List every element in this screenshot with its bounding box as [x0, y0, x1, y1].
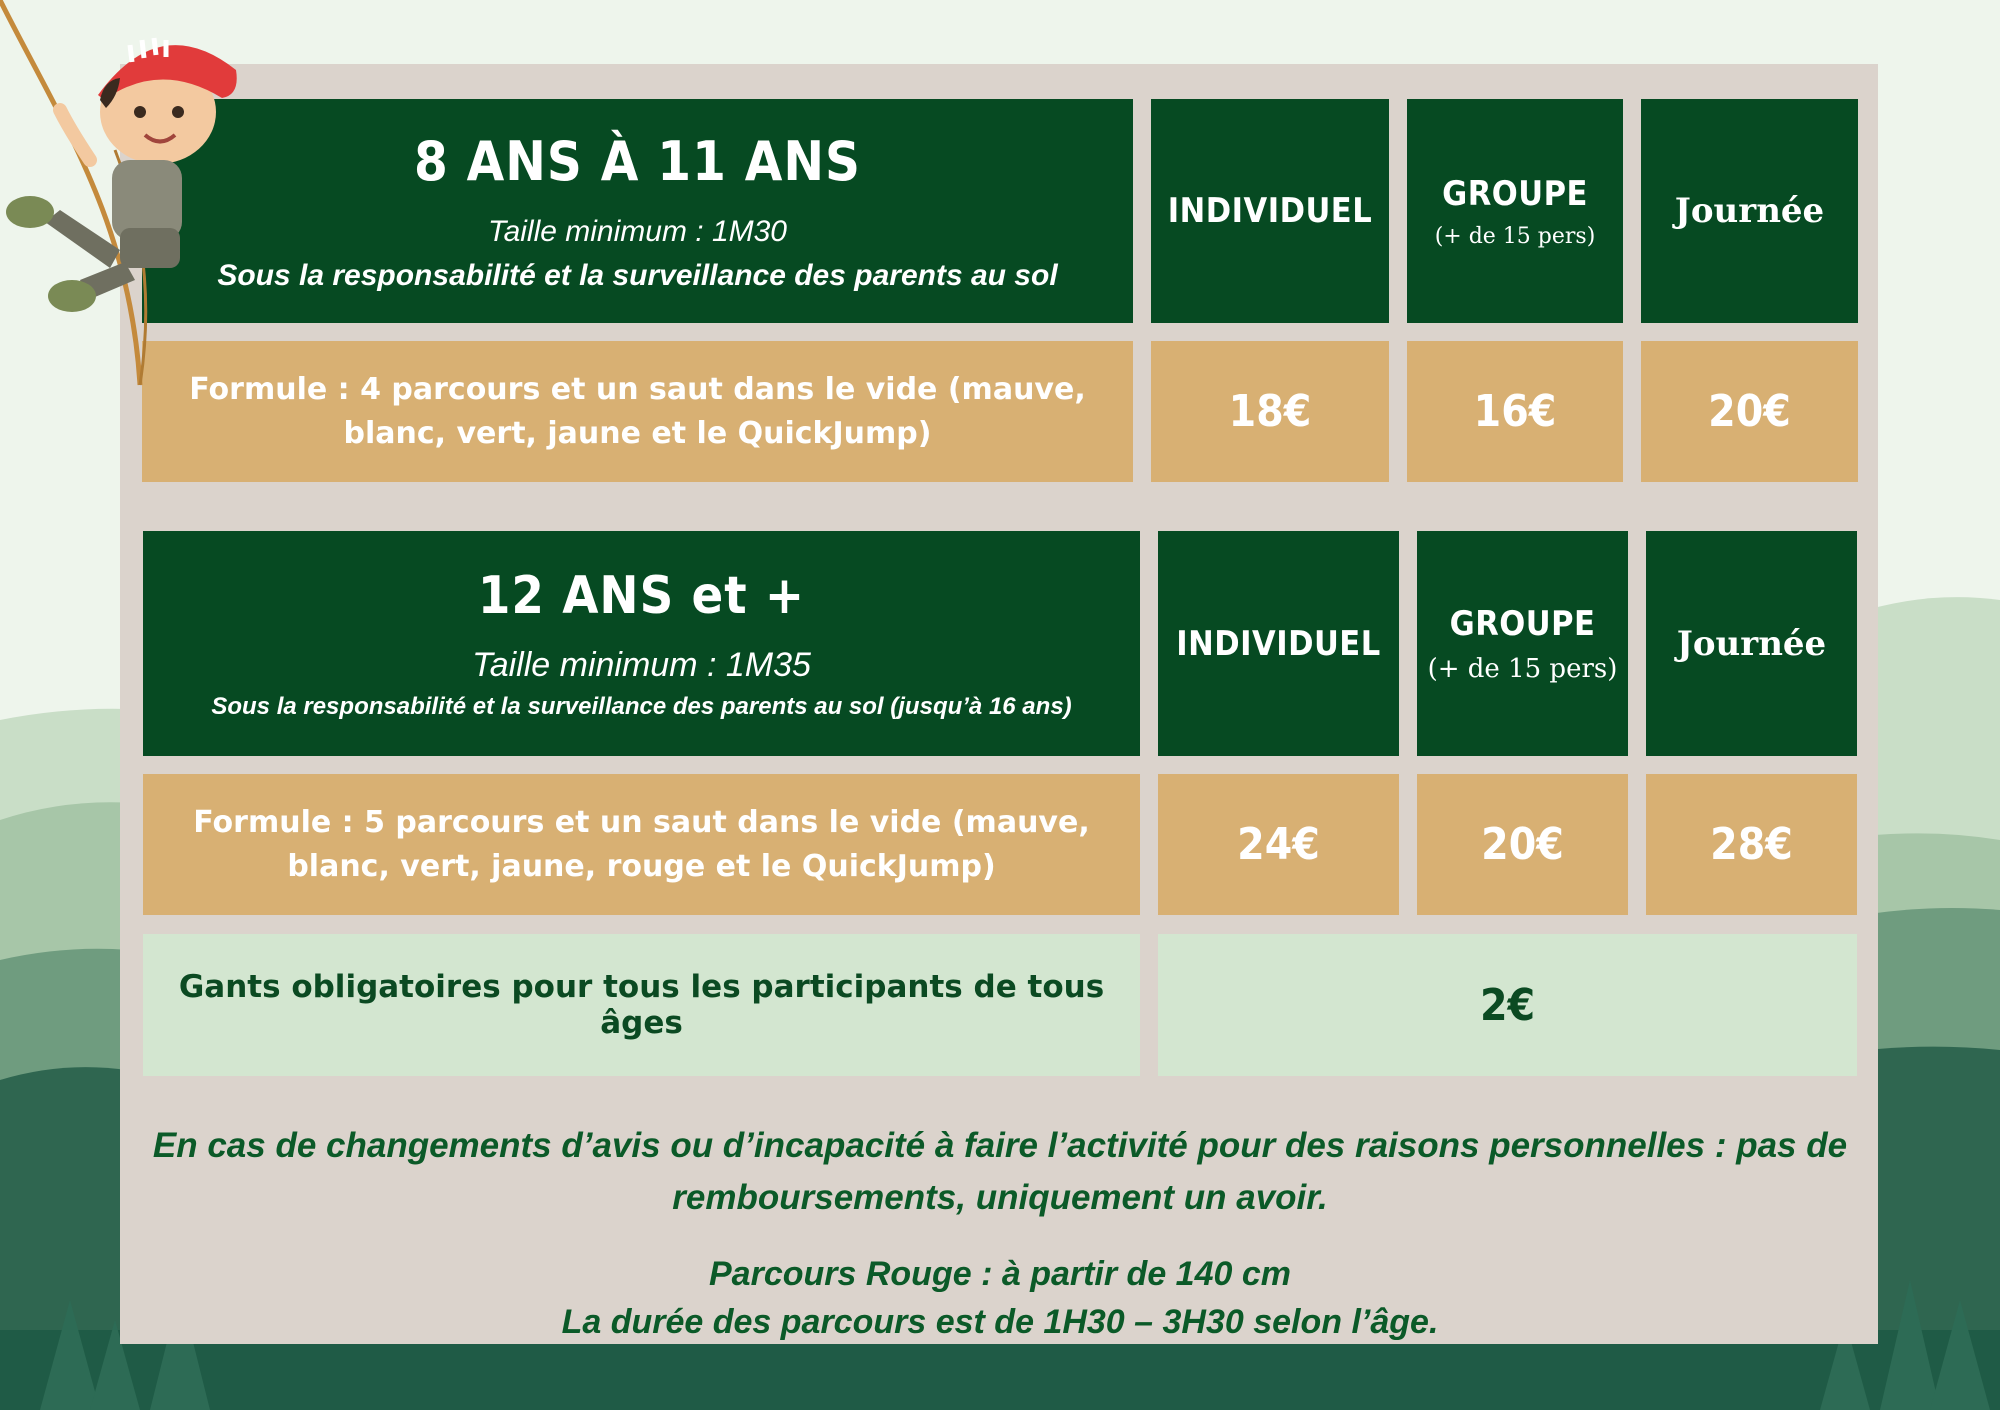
tier1-col-day-label: Journée [1674, 191, 1825, 231]
tier2-col-day [1646, 531, 1857, 756]
tier2-title: 12 ANS et + [477, 566, 806, 626]
tier2-supervision: Sous la responsabilité et la surveillance des parents au sol (jusqu’à 16 ans) [211, 693, 1072, 720]
tier1-col-group [1407, 99, 1623, 323]
tier1-title: 8 ANS À 11 ANS [413, 129, 862, 193]
tier2-col-group-label: GROUPE [1449, 603, 1596, 644]
tier1-col-day [1641, 99, 1858, 323]
tier1-col-individual-label: INDIVIDUEL [1167, 191, 1373, 231]
tier2-price-individual-value: 24€ [1237, 819, 1320, 870]
tier1-header [142, 99, 1133, 323]
tier2-header [143, 531, 1140, 756]
tier1-col-individual [1151, 99, 1389, 323]
duration-note: La durée des parcours est de 1H30 – 3H30 selon l’âge. [561, 1303, 1439, 1341]
tier1-supervision: Sous la responsabilité et la surveillance des parents au sol [217, 258, 1058, 292]
tier1-price-day-value: 20€ [1708, 386, 1791, 437]
climbing-kid-illustration [0, 0, 260, 390]
tier1-price-group-value: 16€ [1473, 386, 1557, 437]
tier2-price-individual [1158, 774, 1399, 915]
tier1-min-height: Taille minimum : 1M30 [488, 214, 787, 248]
tier2-col-individual-label: INDIVIDUEL [1176, 623, 1381, 664]
tier2-col-individual [1158, 531, 1399, 756]
tier1-formula [142, 341, 1133, 482]
tier1-formula-text: Formule : 4 parcours et un saut dans le vide (mauve, blanc, vert, jaune et le QuickJump) [189, 371, 1086, 451]
red-course-note: Parcours Rouge : à partir de 140 cm [709, 1255, 1291, 1293]
gloves-label-cell [143, 934, 1140, 1076]
tier2-price-group [1417, 774, 1628, 915]
tier2-col-day-label: Journée [1676, 623, 1827, 664]
tier1-price-individual [1151, 341, 1389, 482]
tier1-col-group-label: GROUPE [1442, 173, 1588, 214]
tier1-col-group-sub: (+ de 15 pers) [1434, 223, 1596, 249]
tier1-price-day [1641, 341, 1858, 482]
tier1-price-individual-value: 18€ [1228, 386, 1312, 437]
tier2-formula [143, 774, 1140, 915]
gloves-label: Gants obligatoires pour tous les participants de tous âges [178, 969, 1105, 1041]
tier2-price-day-value: 28€ [1710, 819, 1793, 870]
tier2-min-height: Taille minimum : 1M35 [472, 646, 811, 684]
gloves-price-cell [1158, 934, 1857, 1076]
tier2-formula-text: Formule : 5 parcours et un saut dans le vide (mauve, blanc, vert, jaune, rouge et le QuickJump) [193, 804, 1090, 884]
tier2-col-group-sub: (+ de 15 pers) [1427, 653, 1618, 684]
gloves-price: 2€ [1479, 979, 1536, 1031]
tier2-col-group [1417, 531, 1628, 756]
refund-note: En cas de changements d’avis ou d’incapacité à faire l’activité pour des raisons personnelles : pas de remboursements, uniquement un avoir. [152, 1126, 1848, 1217]
tier2-price-group-value: 20€ [1481, 819, 1564, 870]
tier2-price-day [1646, 774, 1857, 915]
tier1-price-group [1407, 341, 1623, 482]
